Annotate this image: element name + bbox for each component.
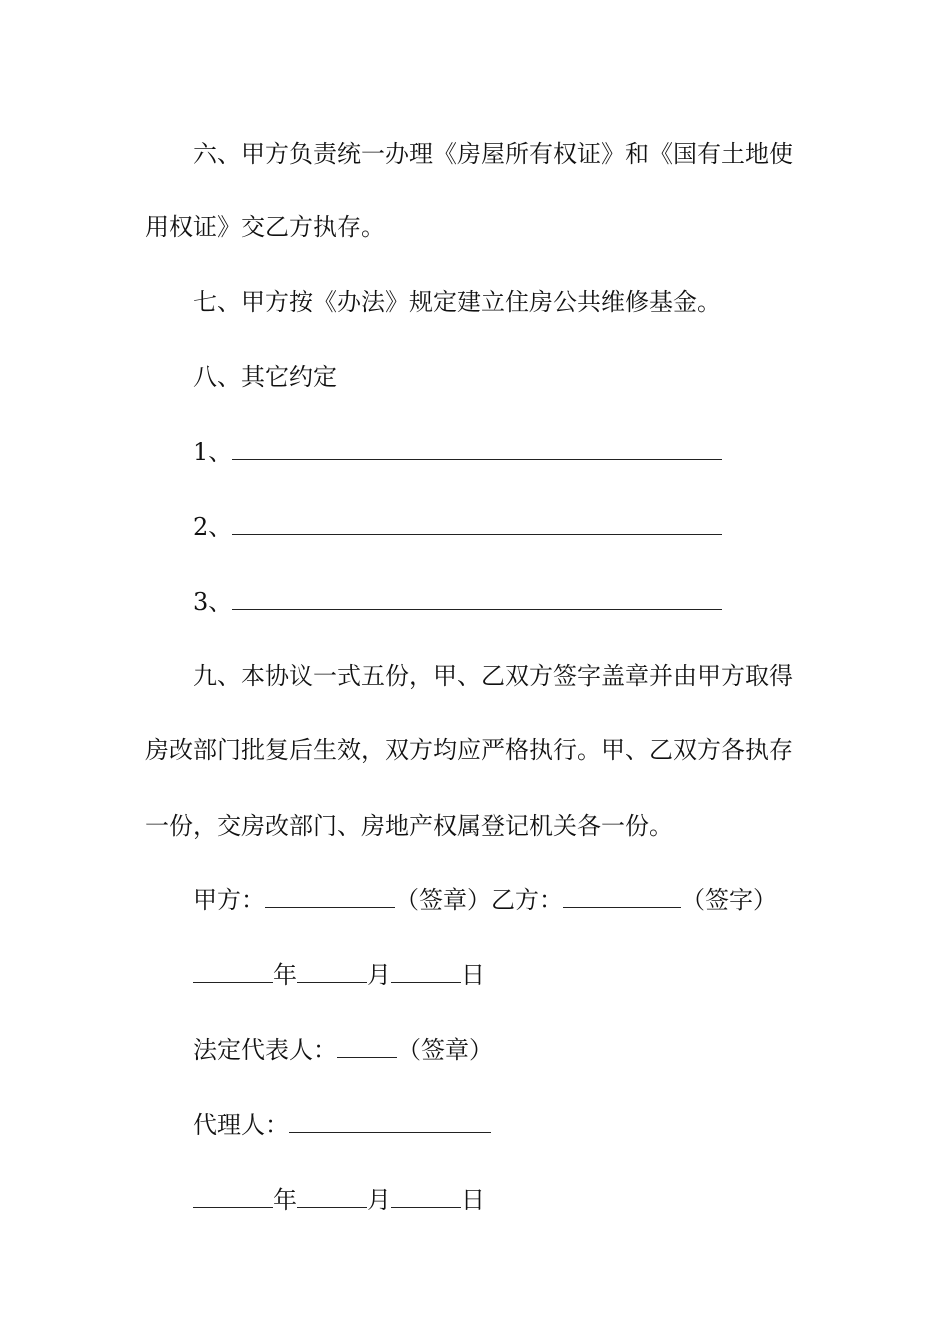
agent-row <box>193 1110 491 1140</box>
agent-fill-line <box>289 1110 491 1133</box>
party-b-fill-line <box>563 885 681 908</box>
item-fill-line <box>232 437 722 460</box>
clause-6-line-2: 用权证》交乙方执存。 <box>145 213 385 241</box>
agreement-item-1 <box>193 437 722 467</box>
day-label: 日 <box>461 961 485 989</box>
party-b-label: 乙方： <box>491 886 563 914</box>
legal-rep-row <box>193 1035 493 1065</box>
clause-8-heading: 八、其它约定 <box>193 363 337 391</box>
year-label: 年 <box>273 961 297 989</box>
clause-9-line-1: 九、本协议一式五份，甲、乙双方签字盖章并由甲方取得 <box>193 662 793 690</box>
item-number: 2、 <box>193 513 233 541</box>
party-b-sign-label: （签字） <box>681 886 777 914</box>
year-fill-line <box>193 1185 273 1208</box>
agent-label: 代理人： <box>193 1111 289 1139</box>
agreement-item-2 <box>193 512 722 542</box>
party-a-fill-line <box>265 885 395 908</box>
month-fill-line <box>297 960 367 983</box>
legal-rep-label: 法定代表人： <box>193 1036 337 1064</box>
party-a-label: 甲方： <box>193 886 265 914</box>
day-fill-line <box>391 1185 461 1208</box>
year-label: 年 <box>273 1186 297 1214</box>
year-fill-line <box>193 960 273 983</box>
agreement-item-3 <box>193 587 722 617</box>
clause-9-line-2: 房改部门批复后生效，双方均应严格执行。甲、乙双方各执存 <box>145 736 793 764</box>
legal-rep-fill-line <box>337 1035 397 1058</box>
month-label: 月 <box>367 961 391 989</box>
legal-rep-seal-label: （签章） <box>397 1036 493 1064</box>
item-number: 3、 <box>193 588 233 616</box>
party-signature-row <box>193 885 777 915</box>
day-fill-line <box>391 960 461 983</box>
item-number: 1、 <box>193 438 233 466</box>
clause-6-line-1: 六、甲方负责统一办理《房屋所有权证》和《国有土地使 <box>193 140 793 168</box>
item-fill-line <box>232 587 722 610</box>
item-fill-line <box>232 512 722 535</box>
date-row-1 <box>193 960 485 990</box>
month-label: 月 <box>367 1186 391 1214</box>
clause-9-line-3: 一份，交房改部门、房地产权属登记机关各一份。 <box>145 812 673 840</box>
party-a-seal-label: （签章） <box>395 886 491 914</box>
month-fill-line <box>297 1185 367 1208</box>
date-row-2 <box>193 1185 485 1215</box>
clause-7: 七、甲方按《办法》规定建立住房公共维修基金。 <box>193 288 721 316</box>
day-label: 日 <box>461 1186 485 1214</box>
